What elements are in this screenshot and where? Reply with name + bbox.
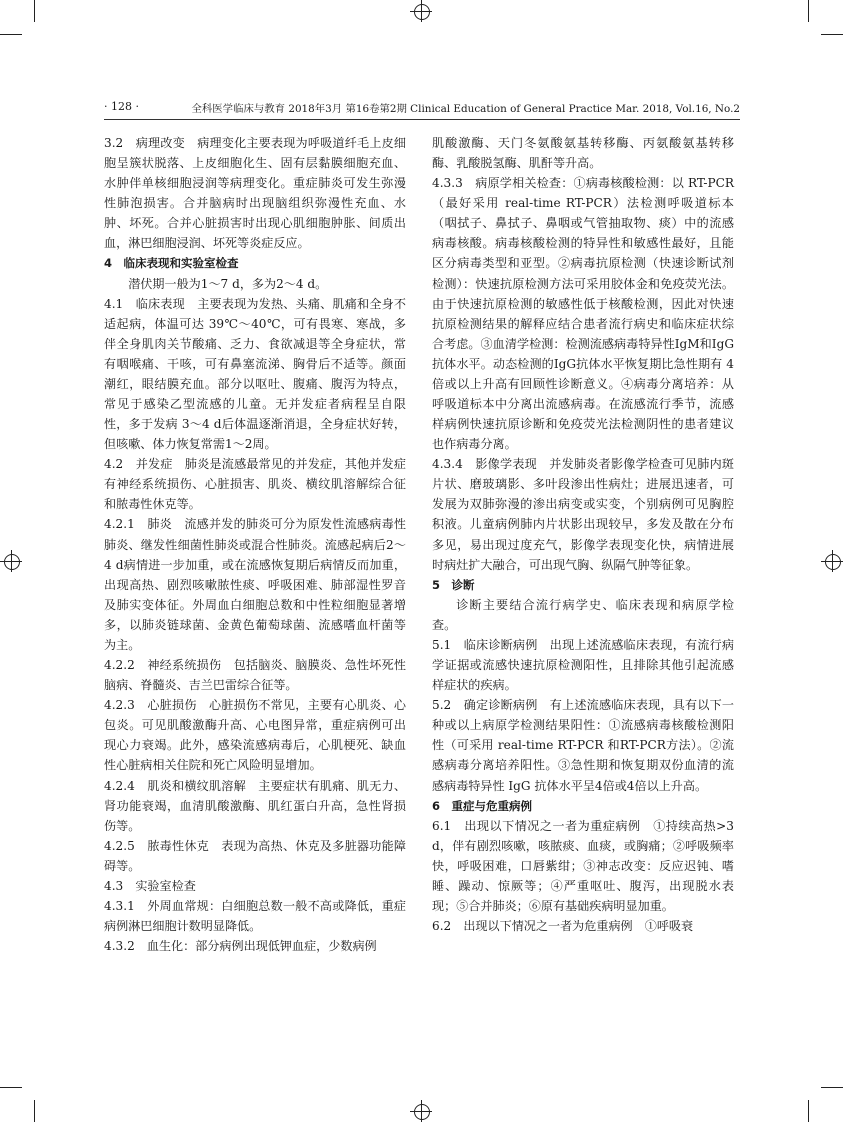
header-rule bbox=[104, 119, 740, 120]
body-paragraph: 4.2 并发症 肺炎是流感最常见的并发症，其他并发症有神经系统损伤、心脏损害、肌炎、横纹肌溶解综合征和脓毒性休克等。 bbox=[104, 457, 406, 512]
crop-mark bbox=[808, 0, 809, 22]
body-paragraph: 4.2.3 心脏损伤 心脏损伤不常见，主要有心肌炎、心包炎。可见肌酸激酶升高、心电图异常，重症病例可出现心力衰竭。此外，感染流感病毒后，心肌梗死、缺血性心脏病相关住院和死亡风险明显增加。 bbox=[104, 698, 406, 773]
body-paragraph: 4.2.1 肺炎 流感并发的肺炎可分为原发性流感病毒性肺炎、继发性细菌性肺炎或混合性肺炎。流感起病后2～4 d病情进一步加重，或在流感恢复期后病情反而加重，出现高热、剧烈咳嗽脓性痰、呼吸困难、肺部湿性罗音及肺实变体征。外周血白细胞总数和中性粒细胞显著增多，以肺炎链球菌、金黄色葡萄球菌、流感嗜血杆菌等为主。 bbox=[104, 517, 406, 652]
body-paragraph: 潜伏期一般为1～7 d，多为2～4 d。 bbox=[128, 276, 328, 291]
body-paragraph: 4.2.5 脓毒性休克 表现为高热、休克及多脏器功能障碍等。 bbox=[104, 838, 406, 873]
section-heading: 5 诊断 bbox=[432, 577, 475, 592]
body-paragraph: 肌酸激酶、天门冬氨酸氨基转移酶、丙氨酸氨基转移酶、乳酸脱氢酶、肌酐等升高。 bbox=[432, 136, 734, 171]
body-paragraph: 6.2 出现以下情况之一者为危重病例 ①呼吸衰 bbox=[432, 919, 694, 934]
body-paragraph: 4.3 实验室检查 bbox=[104, 878, 196, 893]
body-paragraph: 5.2 确定诊断病例 有上述流感临床表现，具有以下一种或以上病原学检测结果阳性：①流感病毒核酸检测阳性（可采用 real-time RT-PCR 和RT-PCR方法）。②流感病毒分离培养阳性。③急性期和恢复期双份血清的流感病毒特异性 IgG 抗体水平呈4倍或4倍以上升高。 bbox=[432, 698, 734, 793]
section-heading: 6 重症与危重病例 bbox=[432, 798, 533, 813]
crop-mark bbox=[808, 1100, 809, 1122]
crop-mark bbox=[34, 0, 35, 22]
body-paragraph: 4.2.2 神经系统损伤 包括脑炎、脑膜炎、急性坏死性脑病、脊髓炎、吉兰巴雷综合征等。 bbox=[104, 658, 406, 693]
running-header bbox=[104, 98, 740, 114]
registration-mark-icon bbox=[0, 550, 22, 572]
body-paragraph: 4.3.3 病原学相关检查：①病毒核酸检测：以 RT-PCR（最好采用 real-time RT-PCR）法检测呼吸道标本（咽拭子、鼻拭子、鼻咽或气管抽取物、痰）中的流感病毒核酸。病毒核酸检测的特异性和敏感性最好，且能区分病毒类型和亚型。②病毒抗原检测（快速诊断试剂检测）：快速抗原检测方法可采用胶体金和免疫荧光法。由于快速抗原检测的敏感性低于核酸检测，因此对快速抗原检测结果的解释应结合患者流行病史和临床症状综合考虑。③血清学检测：检测流感病毒特异性IgM和IgG抗体水平。动态检测的IgG抗体水平恢复期比急性期有 4倍或以上升高有回顾性诊断意义。④病毒分离培养：从呼吸道标本中分离出流感病毒。在流感流行季节，流感样病例快速抗原诊断和免疫荧光法检测阴性的患者建议也作病毒分离。 bbox=[432, 176, 734, 452]
body-paragraph: 6.1 出现以下情况之一者为重症病例 ①持续高热>3 d，伴有剧烈咳嗽，咳脓痰、血痰，或胸痛；②呼吸频率快，呼吸困难，口唇紫绀；③神志改变：反应迟钝、嗜睡、躁动、惊厥等；④严重呕吐、腹泻，出现脱水表现；⑤合并肺炎；⑥原有基础疾病明显加重。 bbox=[432, 818, 734, 913]
body-paragraph: 4.1 临床表现 主要表现为发热、头痛、肌痛和全身不适起病，体温可达 39℃～40℃，可有畏寒、寒战，多伴全身肌肉关节酸痛、乏力、食欲减退等全身症状，常有咽喉痛、干咳，可有鼻塞流涕、胸骨后不适等。颜面潮红，眼结膜充血。部分以呕吐、腹痛、腹泻为特点，常见于感染乙型流感的儿童。无并发症者病程呈自限性，多于发病 3～4 d后体温逐渐消退，全身症状好转，但咳嗽、体力恢复常需1～2周。 bbox=[104, 296, 406, 452]
body-paragraph: 4.3.4 影像学表现 并发肺炎者影像学检查可见肺内斑片状、磨玻璃影、多叶段渗出性病灶；进展迅速者，可发展为双肺弥漫的渗出病变或实变，个别病例可见胸腔积液。儿童病例肺内片状影出现较早，多发及散在分布多见，易出现过度充气，影像学表现变化快，病情进展时病灶扩大融合，可出现气胸、纵隔气肿等征象。 bbox=[432, 457, 734, 572]
right-column bbox=[432, 133, 734, 936]
body-paragraph: 5.1 临床诊断病例 出现上述流感临床表现，有流行病学证据或流感快速抗原检测阳性，且排除其他引起流感样症状的疾病。 bbox=[432, 637, 734, 693]
crop-mark bbox=[0, 1087, 22, 1088]
registration-mark-icon bbox=[410, 0, 432, 22]
registration-mark-icon bbox=[821, 550, 843, 572]
section-heading: 4 临床表现和实验室检查 bbox=[104, 256, 239, 271]
body-paragraph: 4.3.1 外周血常规：白细胞总数一般不高或降低，重症病例淋巴细胞计数明显降低。 bbox=[104, 898, 406, 934]
journal-citation: 全科医学临床与教育 2018年3月 第16卷第2期 Clinical Education of General Practice Mar. 2018, Vol.16, No.2 bbox=[191, 103, 740, 115]
crop-mark bbox=[34, 1100, 35, 1122]
page-number: · 128 · bbox=[104, 100, 139, 113]
body-paragraph: 诊断主要结合流行病学史、临床表现和病原学检查。 bbox=[432, 597, 734, 632]
crop-mark bbox=[821, 1087, 843, 1088]
crop-mark bbox=[0, 34, 22, 35]
left-column bbox=[104, 133, 406, 956]
registration-mark-icon bbox=[410, 1100, 432, 1122]
body-paragraph: 4.3.2 血生化：部分病例出现低钾血症，少数病例 bbox=[104, 939, 377, 954]
crop-mark bbox=[821, 34, 843, 35]
body-paragraph: 4.2.4 肌炎和横纹肌溶解 主要症状有肌痛、肌无力、肾功能衰竭，血清肌酸激酶、肌红蛋白升高，急性肾损伤等。 bbox=[104, 778, 406, 833]
body-paragraph: 3.2 病理改变 病理变化主要表现为呼吸道纤毛上皮细胞呈簇状脱落、上皮细胞化生、固有层黏膜细胞充血、水肿伴单核细胞浸润等病理变化。重症肺炎可发生弥漫性肺泡损害。合并脑病时出现脑组织弥漫性充血、水肿、坏死。合并心脏损害时出现心肌细胞肿胀、间质出血，淋巴细胞浸润、坏死等炎症反应。 bbox=[104, 136, 406, 251]
